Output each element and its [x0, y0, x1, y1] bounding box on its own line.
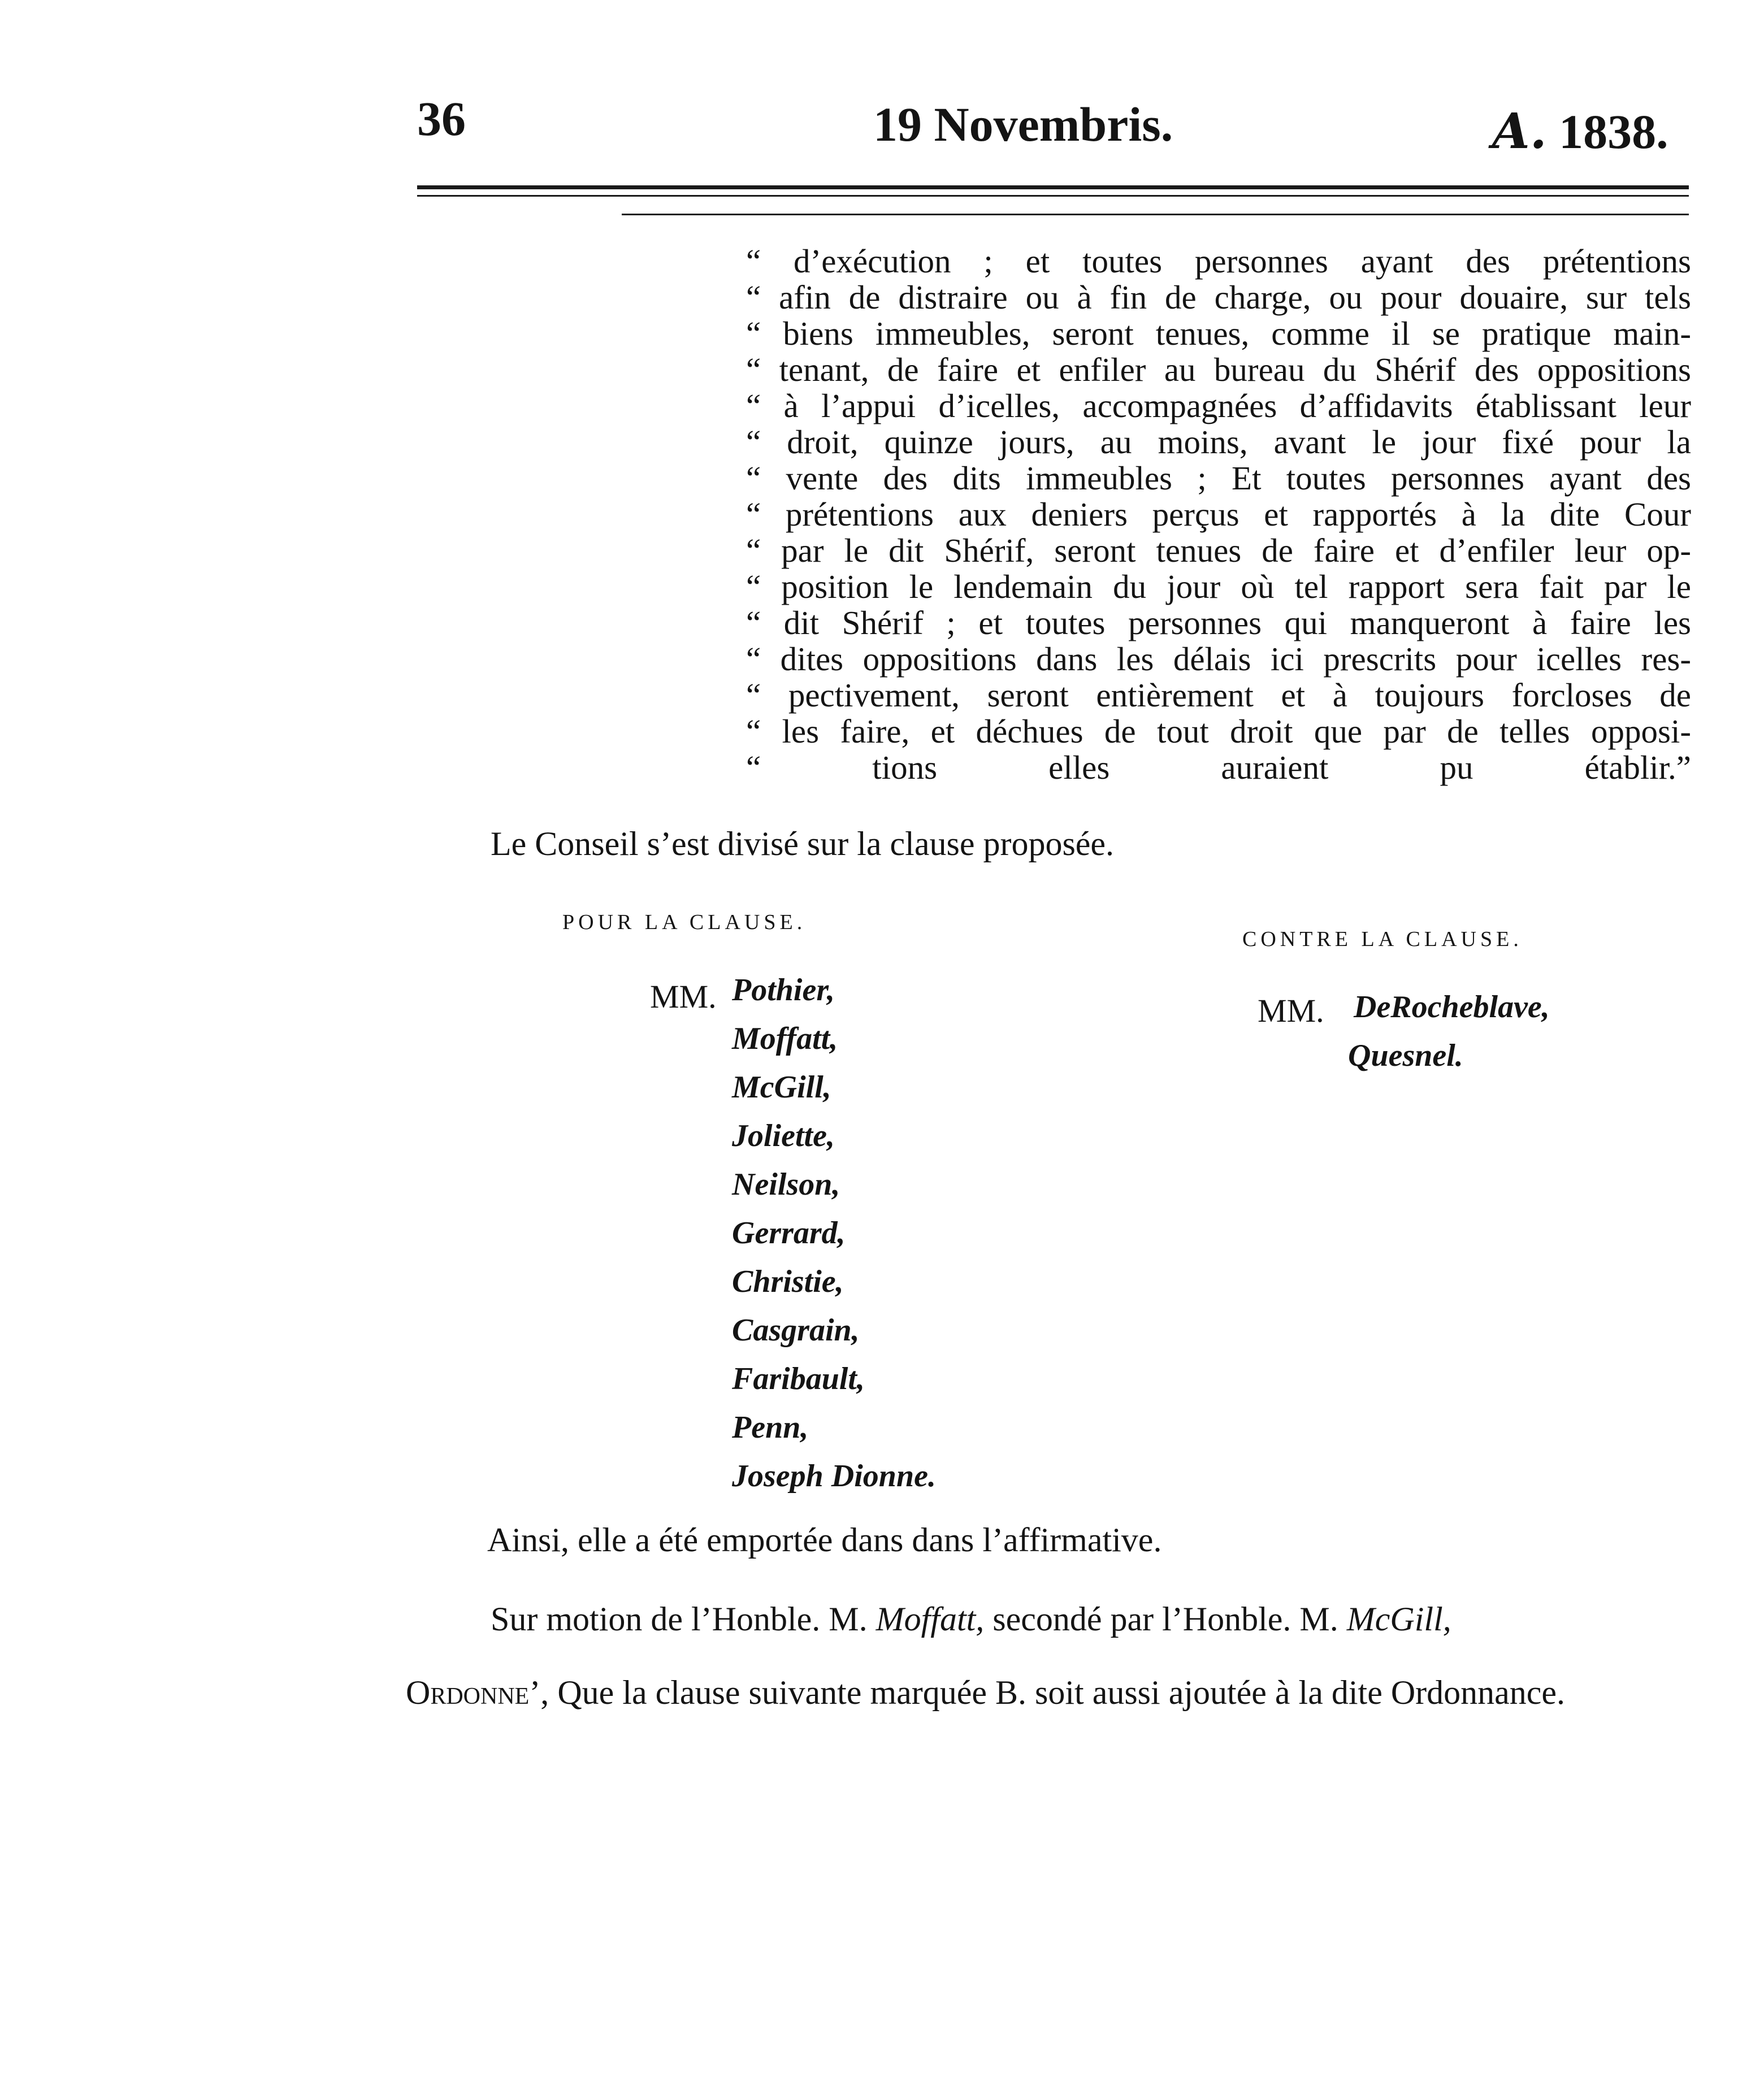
pour-name: Neilson,: [732, 1167, 840, 1202]
quote-line: “ dites oppositions dans les délais ici prescrits pour icelles res-: [746, 640, 1691, 678]
quote-line: “ dit Shérif ; et toutes personnes qui manqueront à faire les: [746, 604, 1691, 641]
quoted-clause: [746, 243, 1691, 786]
result-statement: Ainsi, elle a été emportée dans dans l’affirmative.: [487, 1521, 1162, 1559]
contre-name: Quesnel.: [1348, 1038, 1463, 1073]
pour-prefix: MM.: [650, 978, 717, 1015]
anno-abbreviation: A.: [1492, 103, 1547, 160]
pour-name: Christie,: [732, 1264, 844, 1299]
motion-text: secondé par l’Honble. M.: [984, 1600, 1347, 1638]
quote-line: “ afin de distraire ou à fin de charge, ou pour douaire, sur tels: [746, 279, 1691, 316]
pour-name: Gerrard,: [732, 1216, 846, 1251]
pour-name: Faribault,: [732, 1361, 865, 1396]
quote-line: “ vente des dits immeubles ; Et toutes personnes ayant des: [746, 459, 1691, 497]
header-rule-thin: [417, 195, 1689, 197]
quote-line: “ pectivement, seront entièrement et à toujours forcloses de: [746, 676, 1691, 714]
contre-name: DeRocheblave,: [1354, 990, 1550, 1025]
contre-heading: CONTRE LA CLAUSE.: [1242, 927, 1523, 951]
seconder-name: McGill,: [1346, 1600, 1451, 1638]
quote-line: “ les faire, et déchues de tout droit que par de telles opposi-: [746, 713, 1691, 750]
pour-name: Moffatt,: [732, 1021, 838, 1056]
quote-line: “ biens immeubles, seront tenues, comme il se pratique main-: [746, 315, 1691, 352]
pour-name: Casgrain,: [732, 1313, 860, 1348]
quote-line: “ tenant, de faire et enfiler au bureau du Shérif des oppositions: [746, 351, 1691, 388]
motion-statement: [491, 1599, 1451, 1639]
pour-name: Pothier,: [732, 973, 835, 1008]
division-statement: Le Conseil s’est divisé sur la clause proposée.: [491, 825, 1115, 862]
quote-line: “ d’exécution ; et toutes personnes ayant des prétentions: [746, 242, 1691, 280]
quote-line: “ position le lendemain du jour où tel rapport sera fait par le: [746, 568, 1691, 605]
order-statement: [406, 1673, 1678, 1712]
quote-line: “ tions elles auraient pu établir.”: [746, 749, 1691, 786]
quote-line: “ prétentions aux deniers perçus et rapportés à la dite Cour: [746, 496, 1691, 533]
order-lead: Ordonne’,: [406, 1674, 549, 1711]
pour-name: Penn,: [732, 1410, 809, 1445]
quote-line: “ par le dit Shérif, seront tenues de faire et d’enfiler leur op-: [746, 532, 1691, 569]
mover-name: Moffatt,: [876, 1600, 985, 1638]
quote-line: “ droit, quinze jours, au moins, avant le jour fixé pour la: [746, 423, 1691, 461]
pour-name: McGill,: [732, 1070, 831, 1105]
motion-text: Sur motion de l’Honble. M.: [491, 1600, 876, 1638]
header-rule-thick: [417, 185, 1689, 189]
running-head-date: 19 Novembris.: [873, 97, 1173, 151]
pour-heading: POUR LA CLAUSE.: [562, 910, 807, 934]
pour-name: Joliette,: [732, 1118, 835, 1153]
header-rule-lower: [622, 214, 1689, 215]
header-year: [1492, 103, 1668, 160]
year-number: 1838.: [1559, 105, 1668, 159]
page-number: 36: [417, 92, 466, 146]
contre-prefix: MM.: [1258, 992, 1324, 1029]
pour-name: Joseph Dionne.: [732, 1459, 936, 1494]
quote-line: “ à l’appui d’icelles, accompagnées d’affidavits établissant leur: [746, 387, 1691, 424]
order-text: Que la clause suivante marquée B. soit aussi ajoutée à la dite Ordonnance.: [549, 1674, 1566, 1711]
